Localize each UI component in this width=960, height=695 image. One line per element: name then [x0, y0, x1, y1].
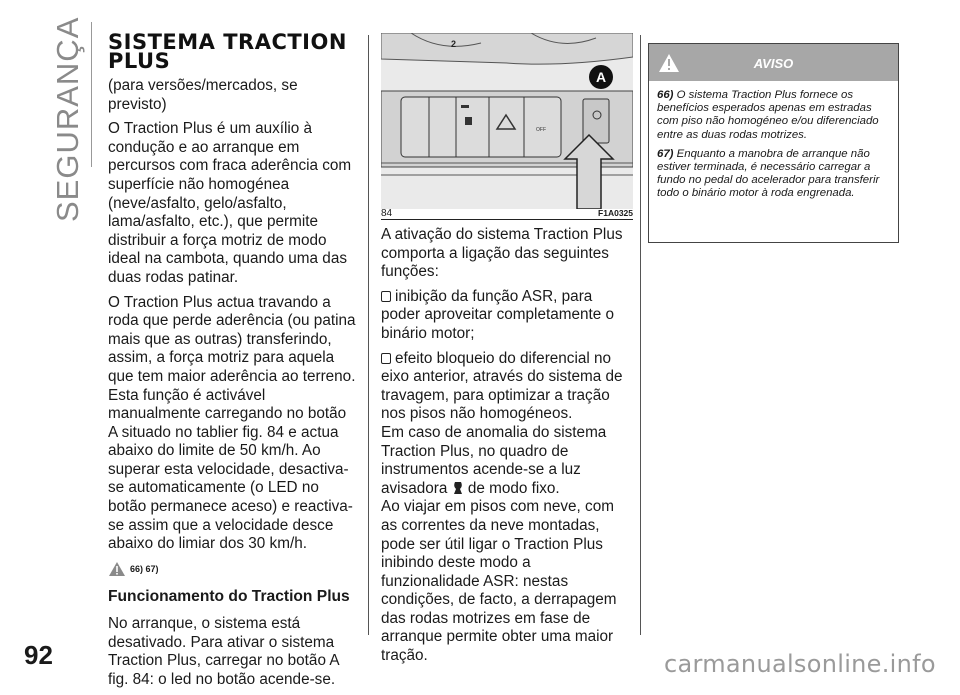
- list-item: inibição da função ASR, para poder aproveitar completamente o binário motor;: [381, 287, 614, 342]
- subheading: Funcionamento do Traction Plus: [108, 588, 350, 606]
- figure-rule: [381, 219, 633, 220]
- warning-box: [648, 43, 899, 243]
- column-divider: [368, 35, 369, 635]
- list-item: efeito bloqueio do diferencial no eixo anterior, através do sistema de travagem, para optimizar a tração nos pisos não homogéneos.: [381, 349, 623, 423]
- warning-refs-text: 66) 67): [130, 563, 159, 574]
- paragraph: Em caso de anomalia do sistema Traction Plus, no quadro de instrumentos acende-se a luz avisadora de modo fixo.: [381, 423, 607, 497]
- off-label: OFF: [536, 127, 546, 133]
- paragraph: O Traction Plus actua travando a roda que perde aderência (ou patina mais que as outras) transferindo, assim, a força motriz para aquela que tem maior aderência ao terreno.: [108, 293, 356, 385]
- figure-dashboard-buttons: [381, 33, 633, 209]
- figure-code: F1A0325: [598, 208, 633, 218]
- subtitle: (para versões/mercados, se previsto): [108, 77, 298, 113]
- sidebar-divider: [91, 22, 92, 167]
- figure-number: 84: [381, 208, 393, 219]
- dashboard-illustration: [381, 33, 633, 209]
- warning-triangle-icon: [108, 561, 126, 577]
- callout-a-label: A: [595, 69, 607, 85]
- warning-item: 66) O sistema Traction Plus fornece os benefícios esperados apenas em estradas com piso não homogéneo e/ou diferenciado entre as duas rodas motrizes.: [657, 89, 879, 141]
- column-divider: [640, 35, 641, 635]
- paragraph: A ativação do sistema Traction Plus comporta a ligação das seguintes funções:: [381, 226, 623, 281]
- paragraph: Esta função é activável manualmente carregando no botão A situado no tablier fig. 84 e actua abaixo do limite de 50 km/h. Ao superar esta velocidade, desactiva-se automaticamente (o LED no botão permanece aceso) e reactiva-se assim que a velocidade desce abaixo do limiar dos 30 km/h.: [108, 386, 353, 553]
- paragraph: Ao viajar em pisos com neve, com as correntes da neve montadas, pode ser útil ligar o Traction Plus inibindo deste modo a funzionalidade ASR: nestas condições, de facto, a derrapagem das rodas motrizes em fase de arranque permite obter uma maior tração.: [381, 498, 617, 665]
- column-middle: [381, 226, 633, 672]
- paragraph: O Traction Plus é um auxílio à condução e ao arranque em percursos com fraca aderência com superfície não homogénea (neve/asfalto, gelo/asfalto, lama/asfalto, etc.), que permite distribuir a força motriz de modo ideal na cambota, quando uma das duas rodas patinar.: [108, 120, 352, 286]
- page-number: 92: [24, 640, 53, 670]
- warning-reference: [108, 560, 358, 579]
- figure-label-2: 2: [451, 39, 457, 49]
- paragraph: No arranque, o sistema está desativado. Para ativar o sistema Traction Plus, carregar no botão A fig. 84: o led no botão acende-se.: [108, 615, 339, 688]
- column-left: [108, 30, 358, 695]
- warning-box-title: AVISO: [753, 56, 794, 71]
- warning-box-body: [649, 81, 898, 201]
- traction-warning-light-icon: [452, 481, 464, 495]
- section-heading: SISTEMA TRACTION PLUS: [108, 30, 347, 73]
- warning-box-header: [649, 44, 898, 81]
- bullet-icon: [381, 353, 391, 364]
- section-title: SEGURANÇA: [50, 16, 85, 222]
- warning-item: 67) Enquanto a manobra de arranque não estiver terminada, é necessário carregar a fundo no pedal do acelerador para transferir todo o binário motor à roda engrenada.: [657, 147, 880, 200]
- watermark: carmanualsonline.info: [664, 650, 936, 678]
- bullet-icon: [381, 291, 391, 302]
